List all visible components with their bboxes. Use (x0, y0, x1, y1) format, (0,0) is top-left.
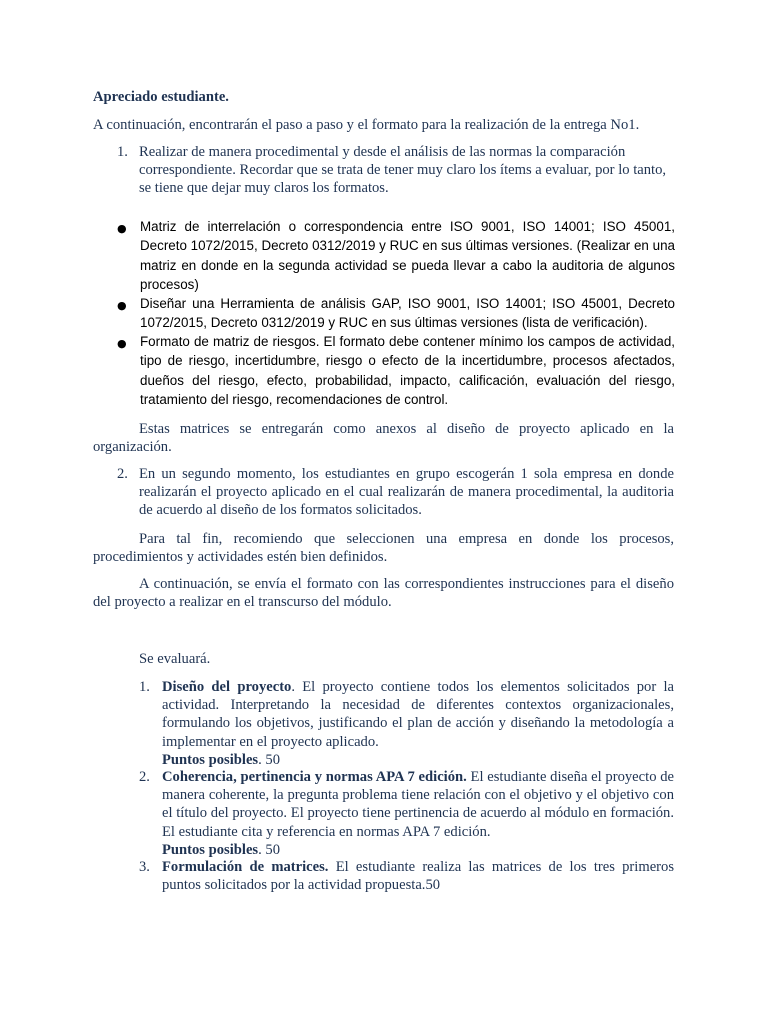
points-value: . 50 (258, 751, 280, 768)
criterion-item (162, 678, 674, 769)
greeting: Apreciado estudiante. (93, 89, 229, 105)
step-number: 1. (117, 144, 128, 160)
format-note-paragraph: A continuación, se envía el formato con las correspondientes instrucciones para el diseño del proyecto a realizar en el transcurso del módulo. (93, 576, 674, 611)
bullet-item: Diseñar una Herramienta de análisis GAP, ISO 9001, ISO 14001; ISO 45001, Decreto 1072/2015, Decreto 0312/2019 y RUC en sus últimas versiones (lista de verificación). (140, 296, 675, 331)
criterion-number: 1. (139, 679, 150, 695)
evaluation-heading: Se evaluará. (139, 651, 211, 667)
bullet-marker: ● (117, 299, 127, 312)
criterion-title: Formulación de matrices. (162, 859, 329, 875)
criterion-number: 2. (139, 769, 150, 785)
criterion-title: Coherencia, pertinencia y normas APA 7 edición. (162, 769, 467, 785)
bullet-item: Matriz de interrelación o correspondencia entre ISO 9001, ISO 14001; ISO 45001, Decreto 1072/2015, Decreto 0312/2019 y RUC en sus últimas versiones. (Realizar en una matriz en donde en la segunda actividad se pueda llevar a cabo la auditoria de algunos procesos) (140, 219, 675, 293)
criterion-body: . El proyecto contiene todos los elementos solicitados por la actividad. Interpretando la necesidad de diferentes contextos organizacionales, formulando los objetivos, justificando el plan de acción y diseñando la metodología a implementar en el proyecto aplicado. (162, 679, 674, 750)
annex-note: Estas matrices se entregarán como anexos al diseño de proyecto aplicado en la organización. (93, 421, 674, 456)
points-label: Puntos posibles (162, 751, 259, 768)
criterion-number: 3. (139, 859, 150, 875)
bullet-item: Formato de matriz de riesgos. El formato debe contener mínimo los campos de actividad, tipo de riesgo, incertidumbre, riesgo o efecto de la incertidumbre, procesos afectados, dueños del riesgo, efecto, probabilidad, impacto, calificación, evaluación del riesgo, tratamiento del riesgo, recomendaciones de control. (140, 334, 675, 408)
intro-paragraph: A continuación, encontrarán el paso a paso y el formato para la realización de la entrega No1. (93, 117, 640, 133)
step-text: Realizar de manera procedimental y desde el análisis de las normas la comparación correspondiente. Recordar que se trata de tener muy claro los ítems a evaluar, por lo tanto, se tiene que dejar muy claros los formatos. (139, 144, 667, 197)
criterion-title: Diseño del proyecto (162, 679, 292, 695)
criterion-item (162, 858, 674, 894)
step-text: En un segundo momento, los estudiantes en grupo escogerán 1 sola empresa en donde realizarán el proyecto aplicado en el cual realizarán de manera procedimental, la auditoria de acuerdo al diseño de los formatos solicitados. (139, 466, 674, 519)
bullet-marker: ● (117, 337, 127, 350)
bullet-marker: ● (117, 222, 127, 235)
criterion-body: El estudiante realiza las matrices de los tres primeros puntos solicitados por la actividad propuesta.50 (162, 859, 675, 894)
points-label: Puntos posibles (162, 841, 259, 858)
criterion-body: El estudiante diseña el proyecto de manera coherente, la pregunta problema tiene relación con el objetivo y el objetivo con el título del proyecto. El proyecto tiene pertinencia de acuerdo al módulo en formación. El estudiante cita y referencia en normas APA 7 edición. (162, 769, 674, 840)
criterion-item (162, 768, 674, 859)
recommendation-paragraph: Para tal fin, recomiendo que seleccionen una empresa en donde los procesos, procedimientos y actividades estén bien definidos. (93, 531, 674, 566)
step-number: 2. (117, 466, 128, 482)
points-value: . 50 (258, 841, 280, 858)
